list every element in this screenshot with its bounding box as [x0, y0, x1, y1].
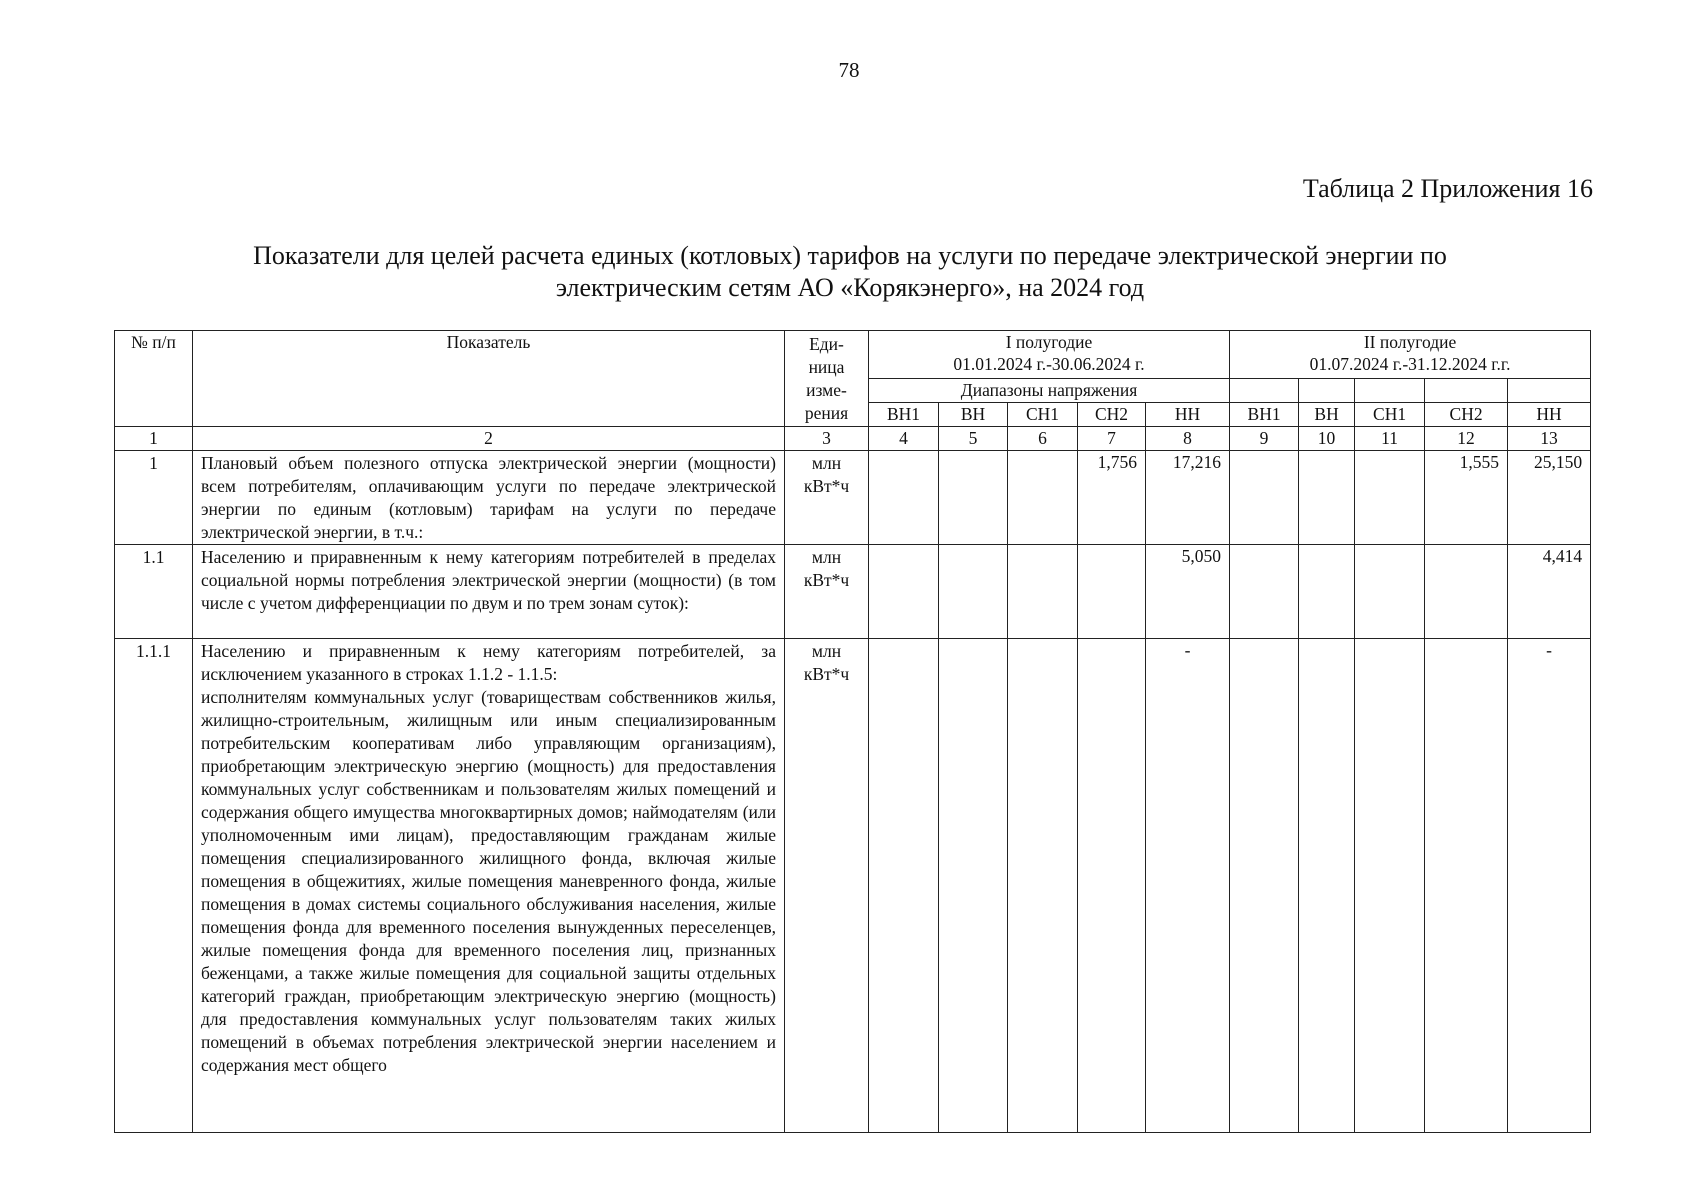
row-unit: млн кВт*ч: [785, 545, 869, 639]
table-row: [115, 545, 1591, 639]
row-number: 1: [115, 451, 193, 545]
header-unit: Еди- ница изме- рения: [785, 331, 869, 427]
value-cell: [1230, 451, 1299, 545]
column-number: 12: [1425, 427, 1508, 451]
column-number: 3: [785, 427, 869, 451]
value-cell: [1355, 545, 1425, 639]
column-number: 7: [1078, 427, 1146, 451]
value-cell: [869, 639, 939, 1133]
column-number: 8: [1146, 427, 1230, 451]
level-header: ВН1: [1230, 403, 1299, 427]
row-number: 1.1: [115, 545, 193, 639]
level-header: СН1: [1008, 403, 1078, 427]
level-header: ВН1: [869, 403, 939, 427]
half1-title: I полугодие: [1005, 332, 1093, 352]
header-half2: [1230, 331, 1591, 379]
level-header: СН1: [1355, 403, 1425, 427]
column-number: 13: [1508, 427, 1591, 451]
half2-title: II полугодие: [1363, 332, 1457, 352]
level-header: СН2: [1425, 403, 1508, 427]
column-number: 1: [115, 427, 193, 451]
value-cell: 17,216: [1146, 451, 1230, 545]
value-cell: [1008, 639, 1078, 1133]
table-row: [115, 451, 1591, 545]
table-row: [115, 639, 1591, 1133]
tariff-table: [114, 330, 1591, 1133]
value-cell: [1355, 451, 1425, 545]
empty-header-cell: [1508, 379, 1591, 403]
empty-header-cell: [1425, 379, 1508, 403]
value-cell: 5,050: [1146, 545, 1230, 639]
row-indicator-cell: [193, 639, 785, 1133]
value-cell: 25,150: [1508, 451, 1591, 545]
header-half1: [869, 331, 1230, 379]
level-header: НН: [1508, 403, 1591, 427]
half1-period: 01.01.2024 г.-30.06.2024 г.: [953, 354, 1145, 374]
value-cell: [1299, 639, 1355, 1133]
header-num: № п/п: [115, 331, 193, 427]
header-indicator: Показатель: [193, 331, 785, 427]
value-cell: [869, 451, 939, 545]
value-cell: -: [1508, 639, 1591, 1133]
title-line-1: Показатели для целей расчета единых (котловых) тарифов на услуги по передаче электрической энергии по: [253, 241, 1447, 270]
value-cell: [1078, 545, 1146, 639]
column-number: 6: [1008, 427, 1078, 451]
row-unit: млн кВт*ч: [785, 451, 869, 545]
column-number: 2: [193, 427, 785, 451]
column-number: 5: [939, 427, 1008, 451]
value-cell: [1425, 545, 1508, 639]
table-reference: Таблица 2 Приложения 16: [1302, 174, 1593, 203]
empty-header-cell: [1299, 379, 1355, 403]
half2-period: 01.07.2024 г.-31.12.2024 г.г.: [1309, 354, 1511, 374]
column-number: 9: [1230, 427, 1299, 451]
column-number: 4: [869, 427, 939, 451]
value-cell: -: [1146, 639, 1230, 1133]
value-cell: 1,756: [1078, 451, 1146, 545]
value-cell: [1008, 545, 1078, 639]
value-cell: [869, 545, 939, 639]
value-cell: [1355, 639, 1425, 1133]
column-number: 11: [1355, 427, 1425, 451]
empty-header-cell: [1230, 379, 1299, 403]
row-indicator-text: Населению и приравненным к нему категориям потребителей в пределах социальной нормы потребления электрической энергии (мощности) (в том числе с учетом дифференциации по двум и по трем зонам суток):: [193, 545, 785, 639]
row-unit: млн кВт*ч: [785, 639, 869, 1133]
value-cell: [939, 639, 1008, 1133]
row-indicator-text: исполнителям коммунальных услуг (товариществам собственников жилья, жилищно-строительным, жилищным или иным специализированным потребительским кооперативам либо управляющим организациям), приобретающим электрическую энергию (мощность) для предоставления коммунальных услуг собственникам и пользователям жилых помещений и содержания общего имущества многоквартирных домов; наймодателям (или уполномоченным ими лицам), предоставляющим гражданам жилые помещения специализированного жилищного фонда, включая жилые помещения в общежитиях, жилые помещения маневренного фонда, жилые помещения в домах системы социального обслуживания населения, жилые помещения фонда для временного поселения вынужденных переселенцев, жилые помещения фонда для временного поселения лиц, признанных беженцами, а также жилые помещения для социальной защиты отдельных категорий граждан, приобретающим электрическую энергию (мощность) для предоставления коммунальных услуг пользователям таких жилых помещений в объемах потребления электрической энергии населением и содержания мест общего: [201, 687, 776, 1075]
value-cell: [939, 545, 1008, 639]
column-number: 10: [1299, 427, 1355, 451]
level-header: ВН: [1299, 403, 1355, 427]
value-cell: [1008, 451, 1078, 545]
value-cell: [1230, 545, 1299, 639]
page-number: 78: [838, 58, 860, 82]
document-title: [150, 240, 1550, 304]
value-cell: [1078, 639, 1146, 1133]
value-cell: [939, 451, 1008, 545]
value-cell: 1,555: [1425, 451, 1508, 545]
level-header: ВН: [939, 403, 1008, 427]
row-number: 1.1.1: [115, 639, 193, 1133]
value-cell: [1425, 639, 1508, 1133]
level-header: НН: [1146, 403, 1230, 427]
value-cell: [1230, 639, 1299, 1133]
row-indicator-text: Плановый объем полезного отпуска электрической энергии (мощности) всем потребителям, оплачивающим услуги по передаче электрической энергии по единым (котловым) тарифам на услуги по передаче электрической энергии, в т.ч.:: [193, 451, 785, 545]
empty-header-cell: [1355, 379, 1425, 403]
voltage-ranges-label: Диапазоны напряжения: [869, 379, 1230, 403]
value-cell: 4,414: [1508, 545, 1591, 639]
row-indicator-intro: Населению и приравненным к нему категориям потребителей, за исключением указанного в строках 1.1.2 - 1.1.5:: [201, 641, 776, 684]
title-line-2: электрическим сетям АО «Корякэнерго», на 2024 год: [555, 273, 1145, 302]
level-header: СН2: [1078, 403, 1146, 427]
value-cell: [1299, 545, 1355, 639]
value-cell: [1299, 451, 1355, 545]
